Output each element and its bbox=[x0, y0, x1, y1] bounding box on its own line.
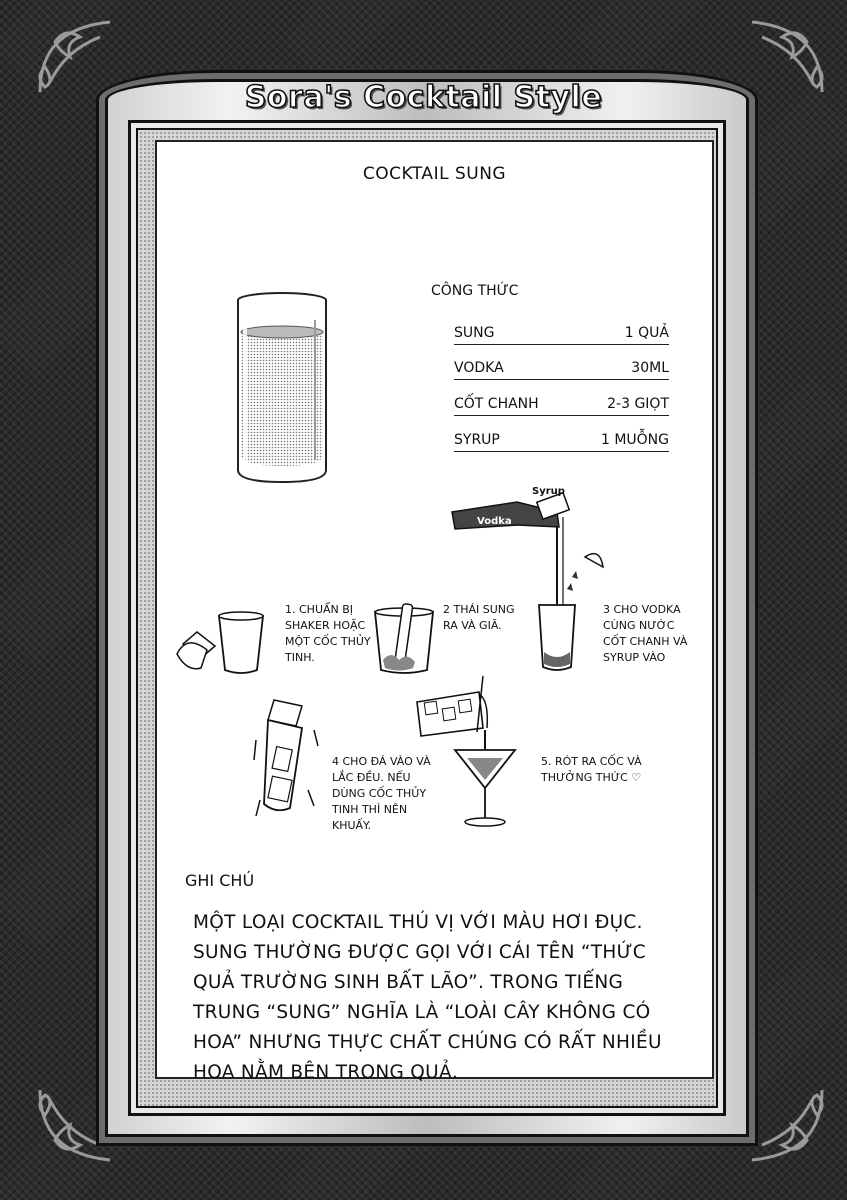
cocktail-title: COCKTAIL SUNG bbox=[362, 164, 507, 184]
ingredient-name: CỐT CHANH bbox=[454, 396, 539, 412]
ingredient-quantity: 2-3 GIỌT bbox=[607, 396, 669, 412]
step-4-text: 4 CHO ĐÁ VÀO VÀ LẮC ĐỀU. NẾU DÙNG CỐC THỦY TINH THÌ NÊN KHUẤY. bbox=[332, 755, 431, 832]
notes-heading: GHI CHÚ bbox=[185, 871, 255, 890]
recipe-heading: CÔNG THỨC bbox=[431, 283, 519, 299]
shaker-and-glass-illustration bbox=[175, 604, 275, 679]
ingredient-row bbox=[454, 322, 669, 345]
muddling-fig-illustration bbox=[369, 602, 439, 677]
step-1-text: 1. CHUẨN BỊ SHAKER HOẶC MỘT CỐC THỦY TINH. bbox=[285, 603, 371, 664]
vodka-label: Vodka bbox=[477, 516, 512, 527]
pouring-martini-illustration bbox=[409, 672, 539, 832]
pouring-vodka-syrup-illustration bbox=[447, 477, 607, 677]
shaking-illustration bbox=[252, 690, 332, 835]
ingredient-row bbox=[454, 357, 669, 380]
syrup-label: Syrup bbox=[532, 486, 565, 497]
ingredient-quantity: 30ML bbox=[631, 360, 669, 376]
ingredient-quantity: 1 MUỖNG bbox=[600, 432, 669, 448]
ingredient-quantity: 1 QUẢ bbox=[624, 325, 669, 341]
page-banner-title: Sora's Cocktail Style bbox=[244, 80, 603, 115]
ingredient-row bbox=[454, 429, 669, 452]
ornament-corner-top-right bbox=[742, 12, 832, 102]
ingredient-name: VODKA bbox=[454, 360, 504, 376]
ingredient-name: SUNG bbox=[454, 325, 495, 341]
ingredient-name: SYRUP bbox=[454, 432, 500, 448]
ingredient-row bbox=[454, 393, 669, 416]
highball-glass-illustration bbox=[235, 290, 330, 485]
step-3-text: 3 CHO VODKA CÙNG NƯỚC CỐT CHANH VÀ SYRUP VÀO bbox=[603, 603, 688, 664]
notes-body: MỘT LOẠI COCKTAIL THÚ VỊ VỚI MÀU HƠI ĐỤC. SUNG THƯỜNG ĐƯỢC GỌI VỚI CÁI TÊN “THỨC QUẢ TRƯỜNG SINH BẤT LÃO”. TRONG TIẾNG TRUNG “SUNG” NGHĨA LÀ “LOÀI CÂY KHÔNG CÓ HOA” NHƯNG THỰC CHẤT CHÚNG CÓ RẤT NHIỀU HOA NẰM BÊN TRONG QUẢ. bbox=[193, 912, 662, 1083]
recipe-card bbox=[155, 140, 714, 1083]
step-2-text: 2 THÁI SUNG RA VÀ GIÃ. bbox=[443, 603, 515, 632]
step-5-text: 5. RÓT RA CỐC VÀ THƯỞNG THỨC ♡ bbox=[541, 755, 642, 784]
